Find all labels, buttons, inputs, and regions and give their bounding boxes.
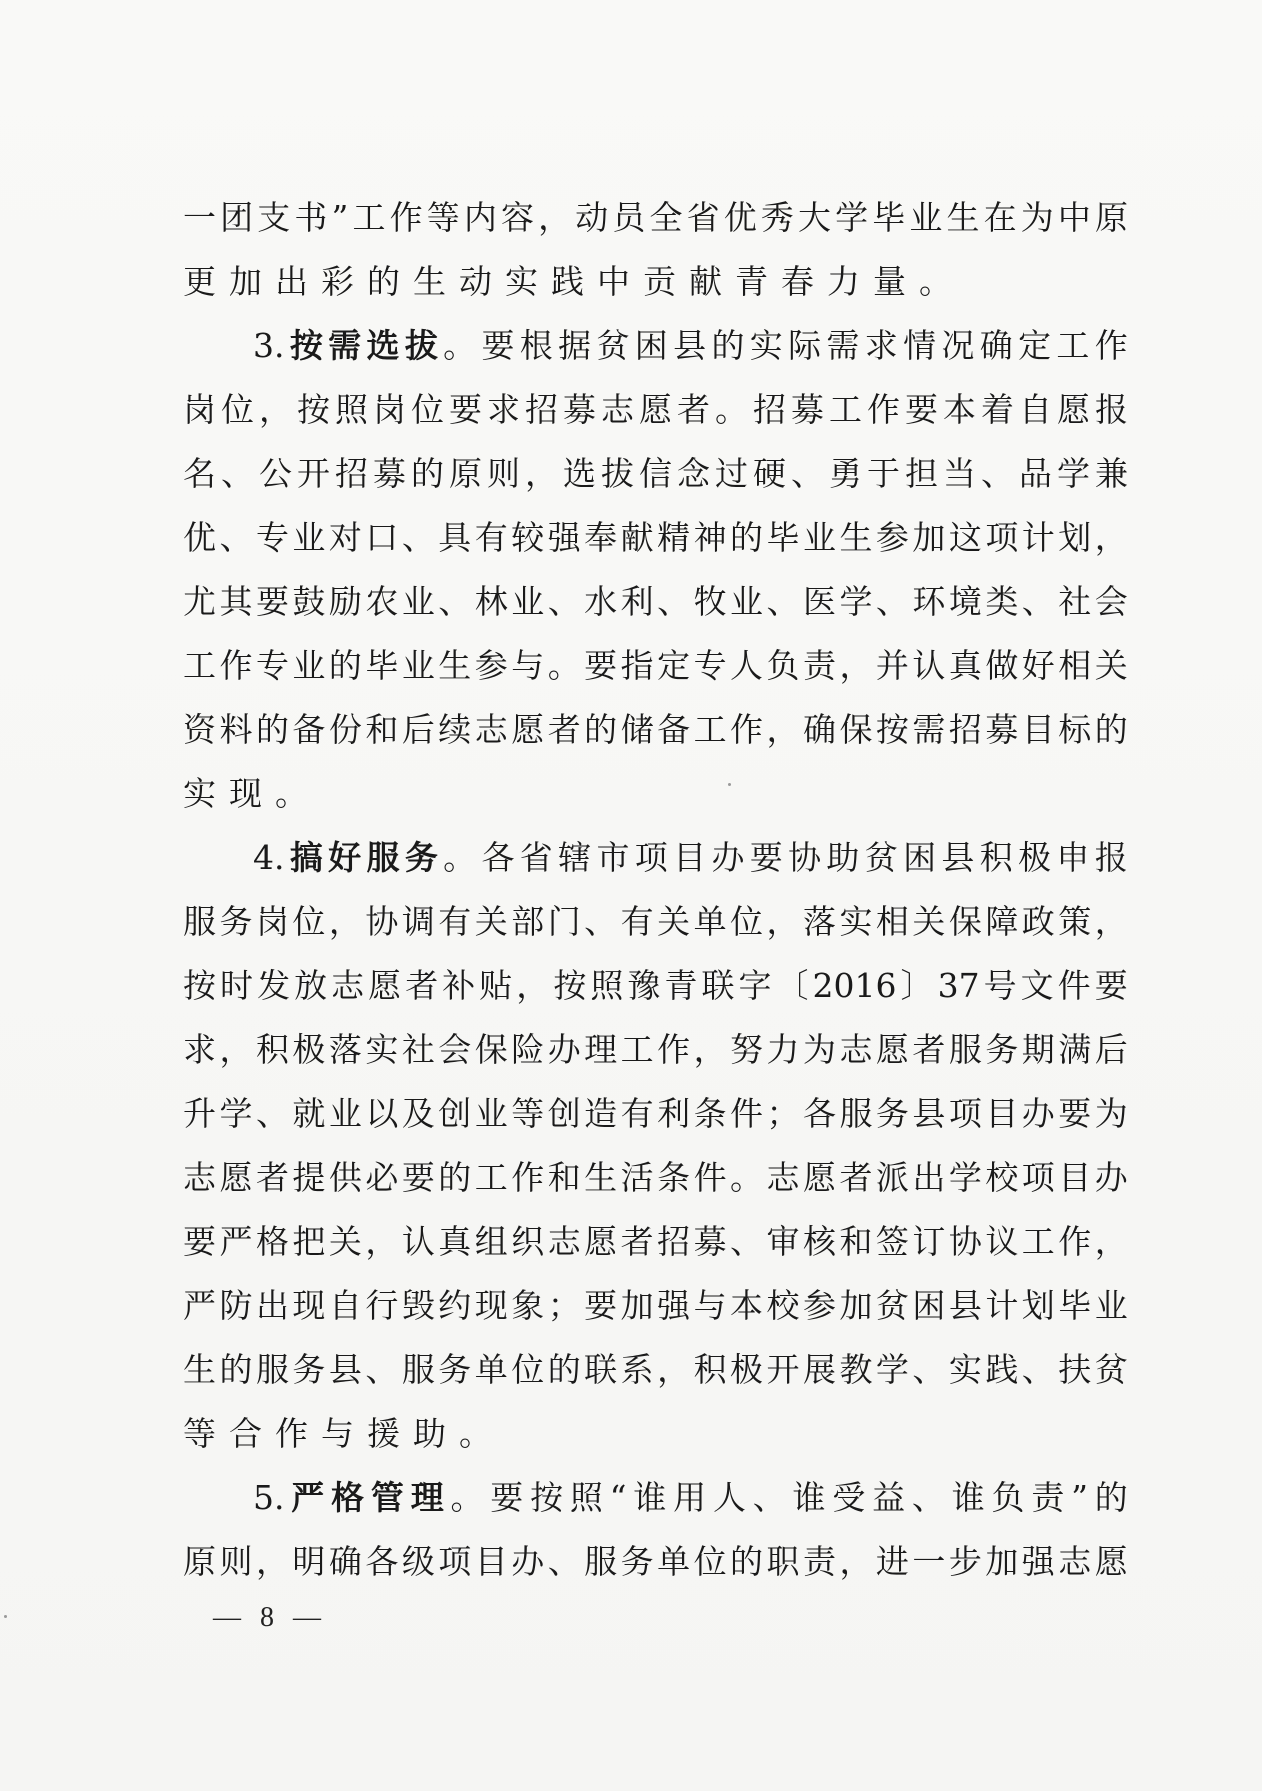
text-line: 等 合 作 与 援 助 。 <box>183 1414 505 1453</box>
text-line: 4. 搞 好 服 务 。 各 省 辖 市 项 目 办 要 协 助 贫 困 县 积 极 申 报 <box>253 838 1128 877</box>
text-line: 生 的 服 务 县 、 服 务 单 位 的 联 系 ， 积 极 开 展 教 学 、 实 践 、 扶 贫 <box>183 1350 1128 1389</box>
text-line: 更 加 出 彩 的 生 动 实 践 中 贡 献 青 春 力 量 。 <box>183 262 965 301</box>
text-line: 名 、 公 开 招 募 的 原 则 ， 选 拔 信 念 过 硬 、 勇 于 担 当 、 品 学 兼 <box>183 454 1128 493</box>
text-line: 原 则 ， 明 确 各 级 项 目 办 、 服 务 单 位 的 职 责 ， 进 一 步 加 强 志 愿 <box>183 1542 1128 1581</box>
text-line: 资 料 的 备 份 和 后 续 志 愿 者 的 储 备 工 作 ， 确 保 按 需 招 募 目 标 的 <box>183 710 1128 749</box>
page-number: — 8 — <box>213 1602 327 1633</box>
text-line: 志 愿 者 提 供 必 要 的 工 作 和 生 活 条 件 。 志 愿 者 派 出 学 校 项 目 办 <box>183 1158 1128 1197</box>
text-line: 3. 按 需 选 拔 。 要 根 据 贫 困 县 的 实 际 需 求 情 况 确 定 工 作 <box>253 326 1128 365</box>
document-body <box>183 186 1128 1594</box>
text-line: 尤 其 要 鼓 励 农 业 、 林 业 、 水 利 、 牧 业 、 医 学 、 环 境 类 、 社 会 <box>183 582 1128 621</box>
text-line: 岗 位 ， 按 照 岗 位 要 求 招 募 志 愿 者 。 招 募 工 作 要 本 着 自 愿 报 <box>183 390 1128 429</box>
text-line: 按 时 发 放 志 愿 者 补 贴 ， 按 照 豫 青 联 字 〔 2016 〕 37 号 文 件 要 <box>183 966 1128 1005</box>
text-line: 服 务 岗 位 ， 协 调 有 关 部 门 、 有 关 单 位 ， 落 实 相 关 保 障 政 策 ， <box>183 902 1128 941</box>
text-line: 实 现 。 <box>183 774 321 813</box>
text-line: 工 作 专 业 的 毕 业 生 参 与 。 要 指 定 专 人 负 责 ， 并 认 真 做 好 相 关 <box>183 646 1128 685</box>
text-line: 5. 严 格 管 理 。 要 按 照 “ 谁 用 人 、 谁 受 益 、 谁 负 责 ” 的 <box>253 1478 1128 1517</box>
text-line: 优 、 专 业 对 口 、 具 有 较 强 奉 献 精 神 的 毕 业 生 参 加 这 项 计 划 ， <box>183 518 1128 557</box>
text-line: 求 ， 积 极 落 实 社 会 保 险 办 理 工 作 ， 努 力 为 志 愿 者 服 务 期 满 后 <box>183 1030 1128 1069</box>
scan-speck <box>4 1615 7 1618</box>
text-line: 要 严 格 把 关 ， 认 真 组 织 志 愿 者 招 募 、 审 核 和 签 订 协 议 工 作 ， <box>183 1222 1128 1261</box>
text-line: 严 防 出 现 自 行 毁 约 现 象 ； 要 加 强 与 本 校 参 加 贫 困 县 计 划 毕 业 <box>183 1286 1128 1325</box>
scan-speck <box>728 783 731 786</box>
text-line: 一 团 支 书 ” 工 作 等 内 容 ， 动 员 全 省 优 秀 大 学 毕 业 生 在 为 中 原 <box>183 198 1128 237</box>
text-line: 升 学 、 就 业 以 及 创 业 等 创 造 有 利 条 件 ； 各 服 务 县 项 目 办 要 为 <box>183 1094 1128 1133</box>
